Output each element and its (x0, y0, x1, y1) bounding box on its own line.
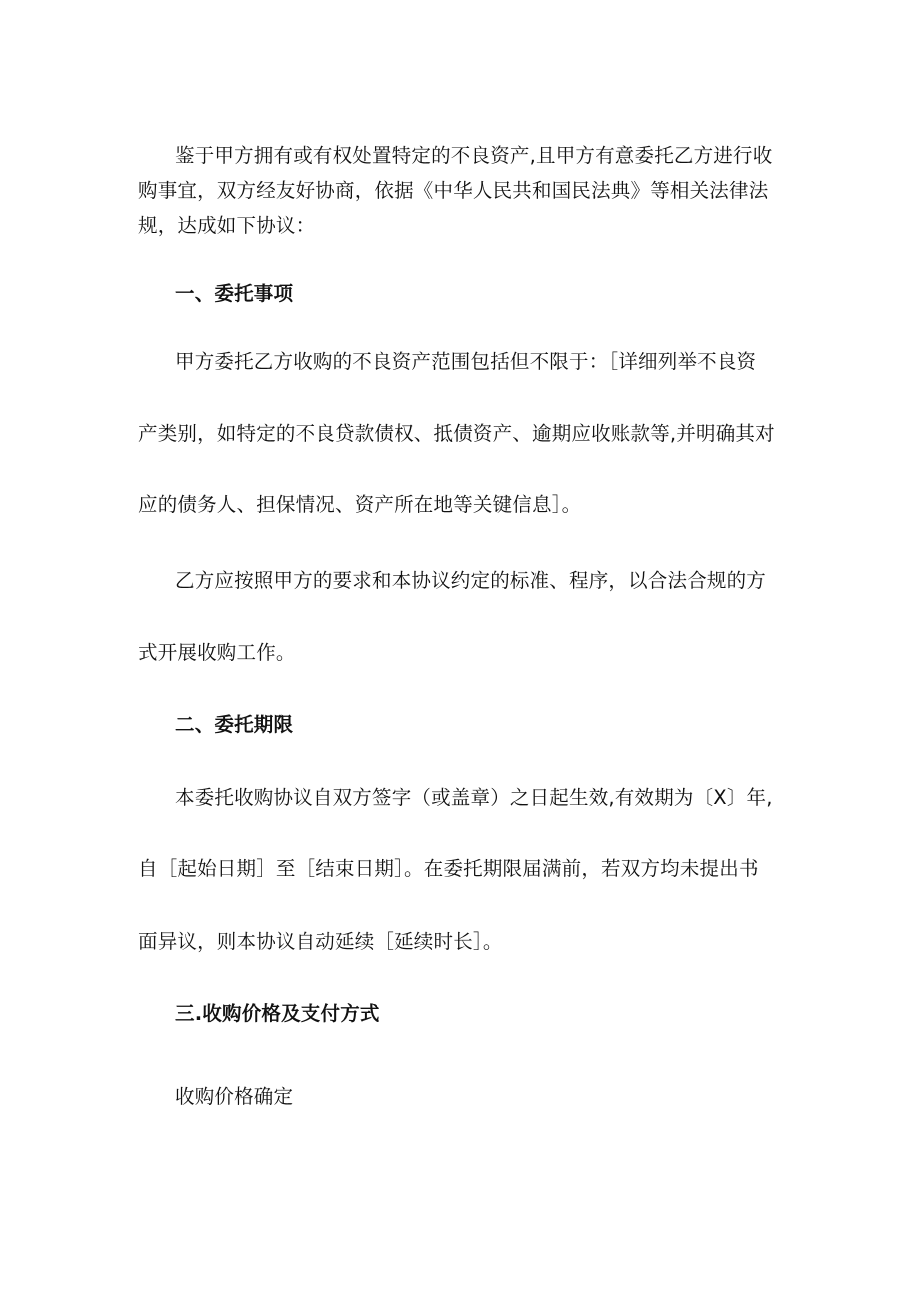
section-1-para-1-line-3: 应的债务人、担保情况、资产所在地等关键信息］。 (138, 493, 582, 516)
intro-line-1: 鉴于甲方拥有或有权处置特定的不良资产,且甲方有意委托乙方进行收 (175, 144, 773, 167)
section-1-para-2-line-2: 式开展收购工作。 (138, 641, 296, 664)
section-2-para-1-line-1: 本委托收购协议自双方签字（或盖章）之日起生效,有效期为〔X〕年, (175, 786, 773, 809)
intro-line-2: 购事宜，双方经友好协商，依据《中华人民共和国民法典》等相关法律法 (138, 179, 769, 202)
section-3-subheading: 收购价格确定 (175, 1085, 294, 1108)
section-2-para-1-line-2: 自［起始日期］至［结束日期］。在委托期限届满前，若双方均未提出书 (138, 857, 759, 880)
section-1-para-1-line-2: 产类别，如特定的不良贷款债权、抵债资产、逾期应收账款等,并明确其对 (138, 422, 775, 445)
section-2-heading: 二、委托期限 (175, 713, 294, 736)
intro-line-3: 规，达成如下协议： (138, 214, 316, 237)
section-2-para-1-line-3: 面异议，则本协议自动延续［延续时长］。 (138, 930, 503, 953)
section-1-heading: 一、委托事项 (175, 282, 294, 305)
section-3-heading: 三.收购价格及支付方式 (175, 1002, 380, 1025)
section-1-para-2-line-1: 乙方应按照甲方的要求和本协议约定的标准、程序，以合法合规的方 (175, 569, 767, 592)
section-1-para-1-line-1: 甲方委托乙方收购的不良资产范围包括但不限于：［详细列举不良资 (175, 350, 757, 373)
